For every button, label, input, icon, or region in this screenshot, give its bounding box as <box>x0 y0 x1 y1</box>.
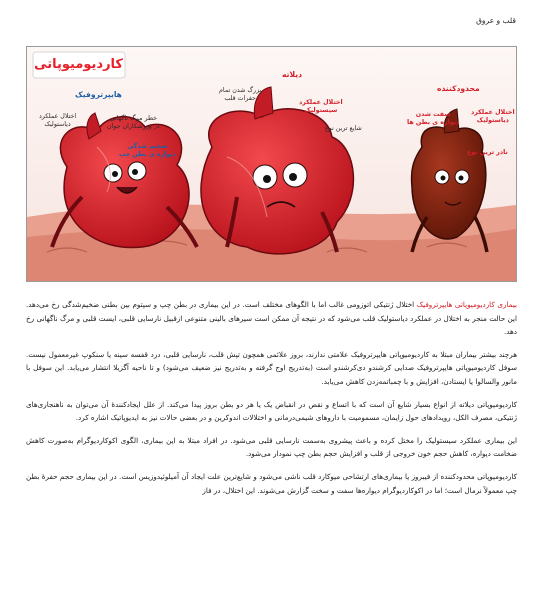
paragraph-1-text: اختلال ژنتیکی اتوزومی غالب اما با الگوهای مختلف است. در این بیماری در بطن چپ و سپتوم بین بطنی ضخیم‌شدگی رخ می‌دهد. این حالت منجر به اختلال در عملکرد دیاستولیک قلب می‌شود که در نتیجه آن ممکن است سیرهای بالینی متنوعی ازقبیل نارسایی قلبی، ایست قلبی و مرگ ناگهانی رخ دهد. <box>26 300 517 337</box>
paragraph-3-text: کاردیومیوپاتی دیلاته از انواع بسیار شایع آن است که با اتساع و نقص در انقباض یک یا هر دو بطن بروز پیدا می‌کند. از علل ایجادکنندهٔ آن می‌توان به ناهنجاری‌های ژنتیکی، مصرف الکل، رویدادهای حول زایمان، مسمومیت با داروهای شیمی‌درمانی و اختلالات اندوکرین و در بعضی حالات نیز به ایدیوپاتیک اشاره کرد. <box>26 399 517 423</box>
paragraph-5 <box>26 470 517 497</box>
article-body <box>26 298 517 506</box>
paragraph-1 <box>26 298 517 339</box>
paragraph-2-text: هرچند بیشتر بیماران مبتلا به کاردیومیوپاتی هایپرتروفیک علامتی ندارند، بروز علائمی همچون تپش قلب، نارسایی قلبی، درد قفسه سینه یا سنکوپ غیرمعمول نیست. سوفل کاردیومیوپاتی هایپرتروفیک صدایی کرشندو دی‌کرشندو است (به‌تدریج اوج گرفته و به‌تدریج نیز ضعیف می‌شود) و تا ناحیه آگزیلا انتشار می‌یابد. این سوفل با مانور والسالوا یا ایستادن، افزایش و با چمباتمه‌زدن کاهش می‌یابد. <box>26 349 517 386</box>
paragraph-5-text: کاردیومیوپاتی محدودکننده از فیبروز یا بیماری‌های ارتشاحی میوکارد قلب ناشی می‌شود و شایع‌ترین علت ایجاد آن آمیلوئیدوزیس است. در این بیماری حجم حفرهٔ بطن چپ معمولاً نرمال است؛ اما در اکوکاردیوگرام دیواره‌ها سفت و سخت گزارش می‌شوند. این اختلال، در فاز <box>26 471 517 495</box>
restrictive-diastolic-label: اختلال عملکرد دیاستولیک <box>471 109 515 124</box>
hypertrophic-title: هایپرتروفیک <box>75 90 122 99</box>
hypertrophic-diastolic-label: اختلال عملکرد دیاستولیک <box>39 113 77 128</box>
paragraph-4-text: این بیماری عملکرد سیستولیک را مختل کرده و باعث پیشروی به‌سمت نارسایی قلبی می‌شود. در افراد مبتلا به این بیماری، الگوی اکوکاردیوگرام به‌صورت کاهش ضخامت دیواره، کاهش حجم خون خروجی از قلب و افزایش حجم بطن چپ نمودار می‌شود. <box>26 435 517 459</box>
hypertrophic-risk-label: خطر مرگ ناگهانی در ورزشکاران جوان <box>107 115 160 130</box>
illustration-artwork <box>27 47 516 281</box>
restrictive-stiff-label: سفت شدن دیواره ی بطن ها <box>407 111 460 126</box>
restrictive-rare-label: نادر ترین نوع <box>467 149 508 156</box>
paragraph-4 <box>26 434 517 461</box>
hypertrophic-wall-label: ضخیم شدگی دیواره ی بطن چپ <box>119 143 176 158</box>
dilated-common-label: شایع ترین نوع <box>325 125 362 132</box>
section-header: قلب و عروق <box>476 16 516 25</box>
dilated-systolic-label: اختلال عملکرد سیستولیک <box>299 99 343 114</box>
cardiomyopathy-illustration <box>26 46 517 282</box>
dilated-title: دیلاته <box>282 70 302 79</box>
illustration-title: کاردیومیوپاتی <box>34 57 123 72</box>
paragraph-2 <box>26 348 517 389</box>
paragraph-3 <box>26 398 517 425</box>
paragraph-1-highlight: بیماری کاردیومیوپاتی هایپرتروفیک <box>416 300 517 309</box>
restrictive-title: محدودکننده <box>437 84 480 93</box>
dilated-enlarge-label: بزرگ شدن تمام حفرات قلب <box>219 87 262 102</box>
